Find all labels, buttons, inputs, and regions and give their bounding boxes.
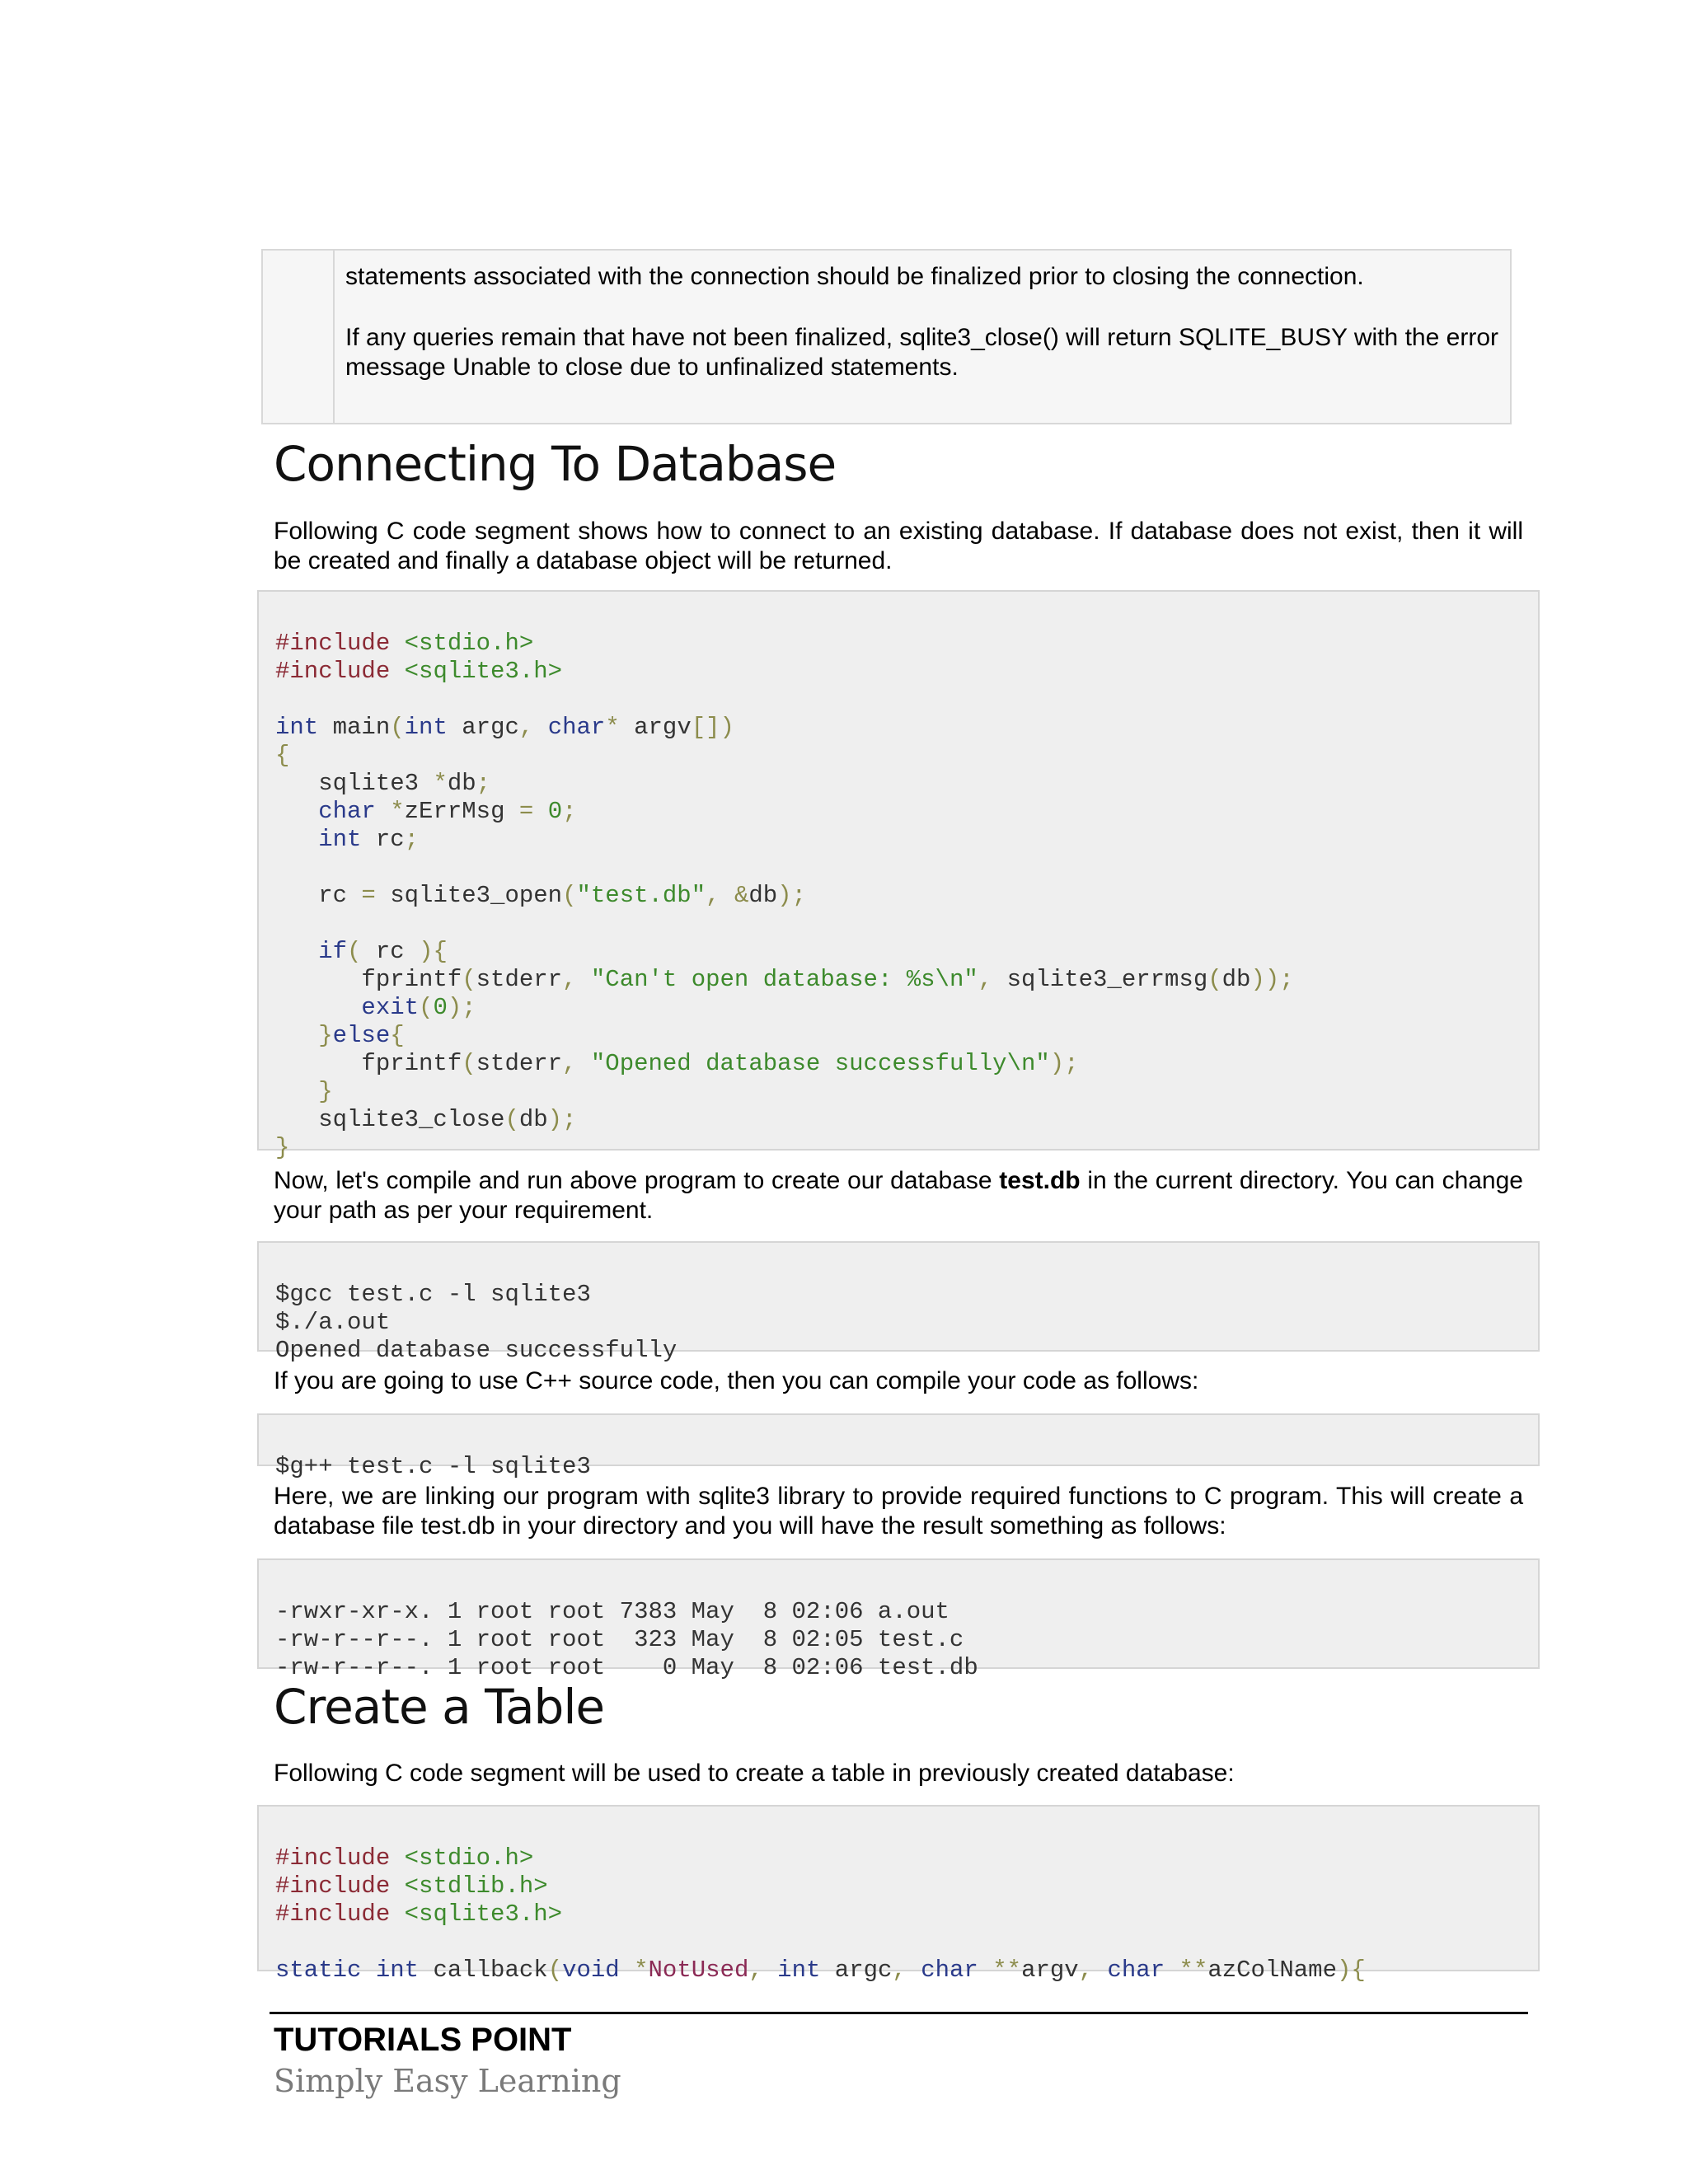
code-block-listing (257, 1558, 1540, 1681)
note-gutter (263, 251, 335, 423)
footer-divider (270, 2012, 1528, 2014)
code-block-create-table (257, 1805, 1540, 1984)
db-filename: test.db (999, 1167, 1081, 1194)
code-line (275, 1929, 1538, 1957)
compile-text-end: in the current directory. You can change your path as per your requirement. (274, 1167, 1523, 1224)
code-line: #include <stdio.h> (275, 1844, 534, 1872)
code-line (275, 686, 1538, 714)
code-line: -rwxr-xr-x. 1 root root 7383 May 8 02:06 a.out (275, 1598, 950, 1625)
code-line: sqlite3 *db; (275, 770, 491, 797)
code-line: if( rc ){ (318, 938, 448, 965)
code-line: fprintf(stderr, "Opened database successfully\n"); (275, 1050, 1079, 1077)
code-line: sqlite3_close(db); (275, 1106, 577, 1133)
code-line: } (318, 1078, 333, 1105)
code-line (275, 910, 1538, 938)
code-line (275, 854, 1538, 882)
cpp-paragraph: If you are going to use C++ source code, then you can compile your code as follows: (274, 1367, 1199, 1394)
code-block-compile (257, 1241, 1540, 1364)
note-box (261, 249, 1512, 424)
intro-paragraph-create-table: Following C code segment will be used to create a table in previously created database: (274, 1760, 1235, 1787)
code-line: $gcc test.c -l sqlite3 (275, 1281, 591, 1308)
code-line: } (275, 1134, 290, 1161)
code-line: $g++ test.c -l sqlite3 (275, 1453, 591, 1480)
code-line: { (275, 742, 290, 769)
compile-paragraph (274, 1166, 1523, 1226)
code-line: fprintf(stderr, "Can't open database: %s\n", sqlite3_errmsg(db)); (275, 966, 1294, 993)
note-text-2: If any queries remain that have not been finalized, sqlite3_close() will return SQLITE_BUSY with the error message Unable to close due to unfinalized statements. (345, 324, 1498, 381)
code-line: Opened database successfully (275, 1337, 678, 1364)
footer-brand: TUTORIALS POINT (274, 2022, 572, 2058)
code-line: int rc; (318, 826, 420, 853)
compile-text-start: Now, let's compile and run above program to create our database (274, 1167, 1000, 1194)
linking-paragraph: Here, we are linking our program with sqlite3 library to provide required functions to C program. This will create a database file test.db in your directory and you will have the result something as follows: (274, 1483, 1523, 1540)
code-line: -rw-r--r--. 1 root root 323 May 8 02:05 test.c (275, 1626, 964, 1653)
section-title-create-table: Create a Table (274, 1679, 605, 1735)
intro-paragraph-connecting: Following C code segment shows how to connect to an existing database. If database does not exist, then it will be created and finally a database object will be returned. (274, 518, 1523, 574)
code-block-cpp (257, 1413, 1540, 1480)
code-line: }else{ (318, 1022, 405, 1049)
code-line: int main(int argc, char* argv[]) (275, 714, 734, 741)
code-line: #include <stdio.h> (275, 630, 534, 657)
code-line: $./a.out (275, 1309, 391, 1336)
code-block-connect (257, 590, 1540, 1161)
code-line: static int callback(void *NotUsed, int argc, char **argv, char **azColName){ (275, 1957, 1366, 1984)
note-body (345, 262, 1498, 414)
code-line: #include <sqlite3.h> (275, 658, 563, 685)
code-line: exit(0); (361, 994, 476, 1021)
note-text-1: statements associated with the connection should be finalized prior to closing the connection. (345, 263, 1364, 290)
section-title-connecting: Connecting To Database (274, 436, 837, 492)
code-line: #include <sqlite3.h> (275, 1900, 563, 1928)
code-line: char *zErrMsg = 0; (318, 798, 577, 825)
code-line: -rw-r--r--. 1 root root 0 May 8 02:06 test.db (275, 1654, 978, 1681)
code-line: #include <stdlib.h> (275, 1872, 548, 1900)
footer-tagline: Simply Easy Learning (274, 2063, 621, 2099)
code-line: rc = sqlite3_open("test.db", &db); (275, 882, 806, 909)
